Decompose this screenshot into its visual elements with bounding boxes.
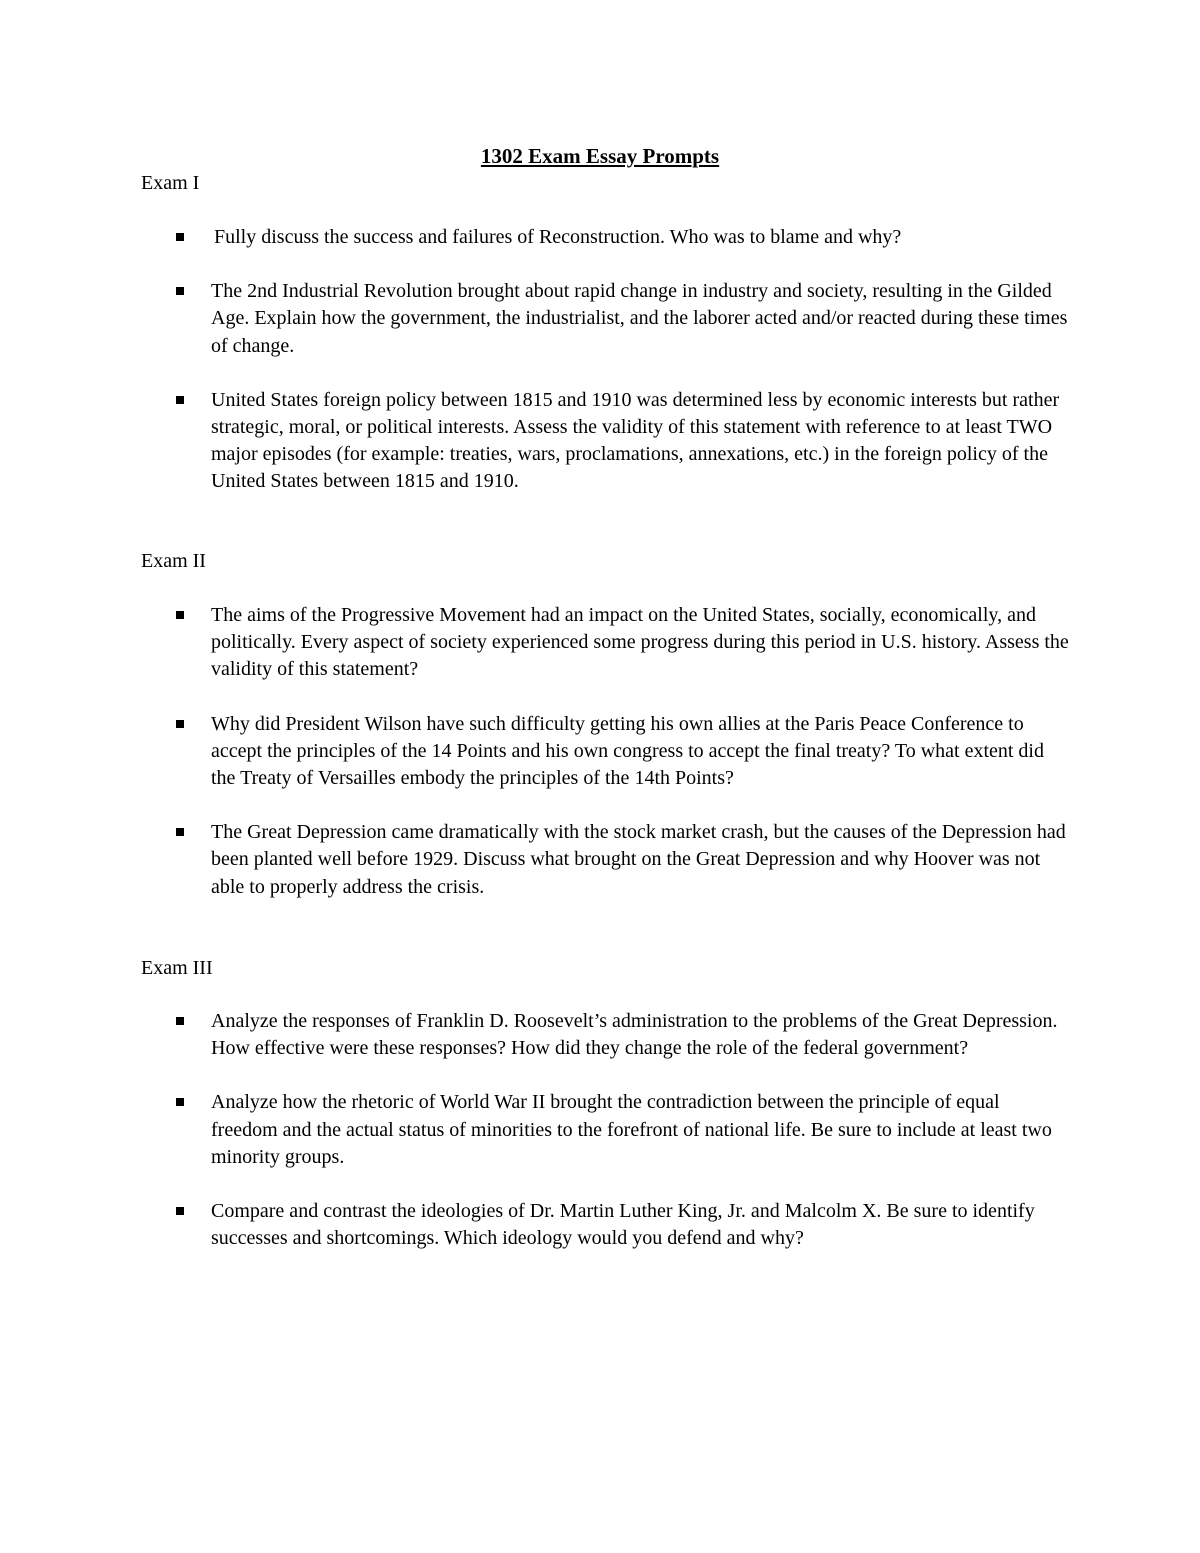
bullet-icon: [176, 720, 184, 728]
bullet-icon: [176, 828, 184, 836]
prompt-item: [0, 1089, 1071, 1171]
section-heading-exam-2: Exam II: [141, 550, 206, 572]
prompt-text: Analyze how the rhetoric of World War II brought the contradiction between the principle of equal freedom and the actual status of minorities to the forefront of national life. Be sure to include at least two minority groups.: [211, 1091, 1052, 1168]
prompt-item: [0, 387, 1071, 496]
prompt-text: Fully discuss the success and failures of Reconstruction. Who was to blame and why?: [214, 226, 902, 248]
prompt-item: [0, 711, 1071, 793]
bullet-icon: [176, 611, 184, 619]
prompt-text: Compare and contrast the ideologies of Dr. Martin Luther King, Jr. and Malcolm X. Be sure to identify successes and shortcomings. Which ideology would you defend and why?: [211, 1200, 1035, 1250]
prompt-item: [0, 278, 1071, 360]
bullet-icon: [176, 1017, 184, 1025]
bullet-icon: [176, 233, 184, 241]
prompt-text: Why did President Wilson have such difficulty getting his own allies at the Paris Peace Conference to accept the principles of the 14 Points and his own congress to accept the final treaty? To what extent did the Treaty of Versailles embody the principles of the 14th Points?: [211, 712, 1044, 790]
prompt-list-exam-3: [0, 1008, 1200, 1252]
section-heading-exam-3: Exam III: [141, 957, 213, 979]
prompt-item: [0, 224, 1074, 251]
bullet-icon: [176, 396, 184, 404]
prompt-text: The 2nd Industrial Revolution brought about rapid change in industry and society, resulting in the Gilded Age. Explain how the government, the industrialist, and the laborer acted and/or reacted during these times of change.: [211, 280, 1068, 357]
prompt-text: The Great Depression came dramatically with the stock market crash, but the causes of the Depression had been planted well before 1929. Discuss what brought on the Great Depression and why Hoover was not able to properly address the crisis.: [211, 821, 1066, 898]
prompt-item: [0, 1008, 1071, 1062]
prompt-item: [0, 819, 1071, 901]
prompt-text: Analyze the responses of Franklin D. Roosevelt’s administration to the problems of the Great Depression. How effective were these responses? How did they change the role of the federal government?: [211, 1010, 1058, 1060]
prompt-text: The aims of the Progressive Movement had an impact on the United States, socially, economically, and politically. Every aspect of society experienced some progress during this period in U.S. history. Assess the validity of this statement?: [211, 604, 1069, 681]
bullet-icon: [176, 1207, 184, 1215]
prompt-item: [0, 1198, 1071, 1252]
bullet-icon: [176, 1098, 184, 1106]
prompt-item: [0, 602, 1071, 684]
document-title: 1302 Exam Essay Prompts: [480, 144, 720, 168]
bullet-icon: [176, 287, 184, 295]
section-heading-exam-1: Exam I: [141, 172, 200, 194]
prompt-list-exam-1: [0, 224, 1200, 496]
prompt-list-exam-2: [0, 602, 1200, 901]
prompt-text: United States foreign policy between 1815 and 1910 was determined less by economic interests but rather strategic, moral, or political interests. Assess the validity of this statement with reference to at least TWO major episodes (for example: treaties, wars, proclamations, annexations, etc.) in the foreign policy of the United States between 1815 and 1910.: [211, 388, 1060, 493]
